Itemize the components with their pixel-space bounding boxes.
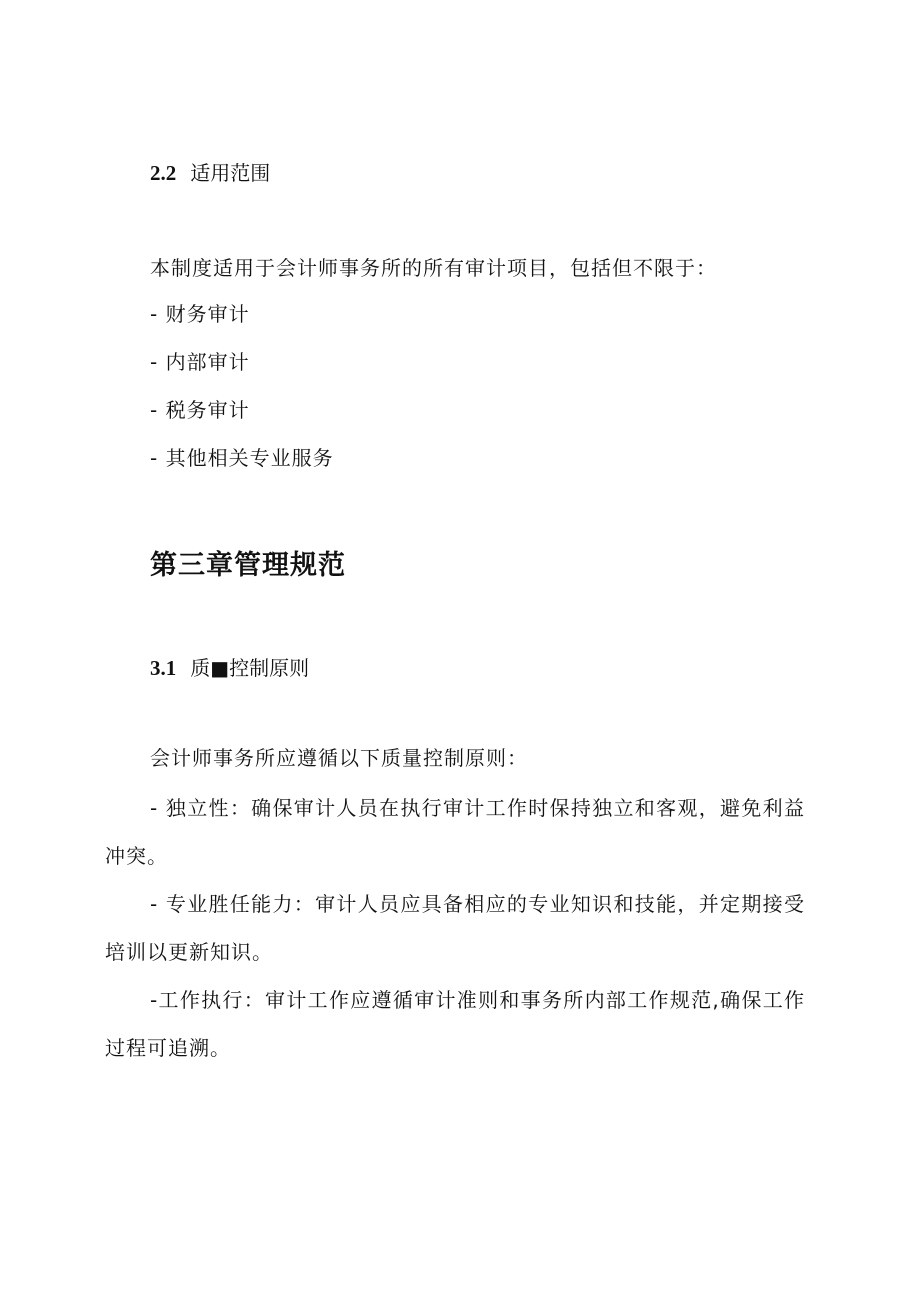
section-heading-3-1 xyxy=(150,654,309,682)
scope-item-internal: - 内部审计 xyxy=(150,350,250,374)
section-title: 适用范围 xyxy=(190,161,271,185)
scope-item-financial: - 财务审计 xyxy=(150,302,250,326)
scope-intro: 本制度适用于会计师事务所的所有审计项目，包括但不限于： xyxy=(150,256,717,280)
principle-independence: - 独立性：确保审计人员在执行审计工作时保持独立和客观，避免利益冲突。 xyxy=(105,796,805,868)
section-number: 2.2 xyxy=(150,161,177,185)
scope-item-tax: - 税务审计 xyxy=(150,398,250,422)
section-number: 3.1 xyxy=(150,656,177,680)
scope-item-other: - 其他相关专业服务 xyxy=(150,446,334,470)
principle-competence: - 专业胜任能力：审计人员应具备相应的专业知识和技能，并定期接受培训以更新知识。 xyxy=(105,892,805,964)
section-heading-2-2 xyxy=(150,159,270,187)
section-title: 质■控制原则 xyxy=(190,656,310,680)
principle-execution: -工作执行：审计工作应遵循审计准则和事务所内部工作规范,确保工作过程可追溯。 xyxy=(105,988,805,1060)
chapter-title: 第三章管理规范 xyxy=(150,550,346,581)
principles-intro: 会计师事务所应遵循以下质量控制原则： xyxy=(150,746,528,770)
